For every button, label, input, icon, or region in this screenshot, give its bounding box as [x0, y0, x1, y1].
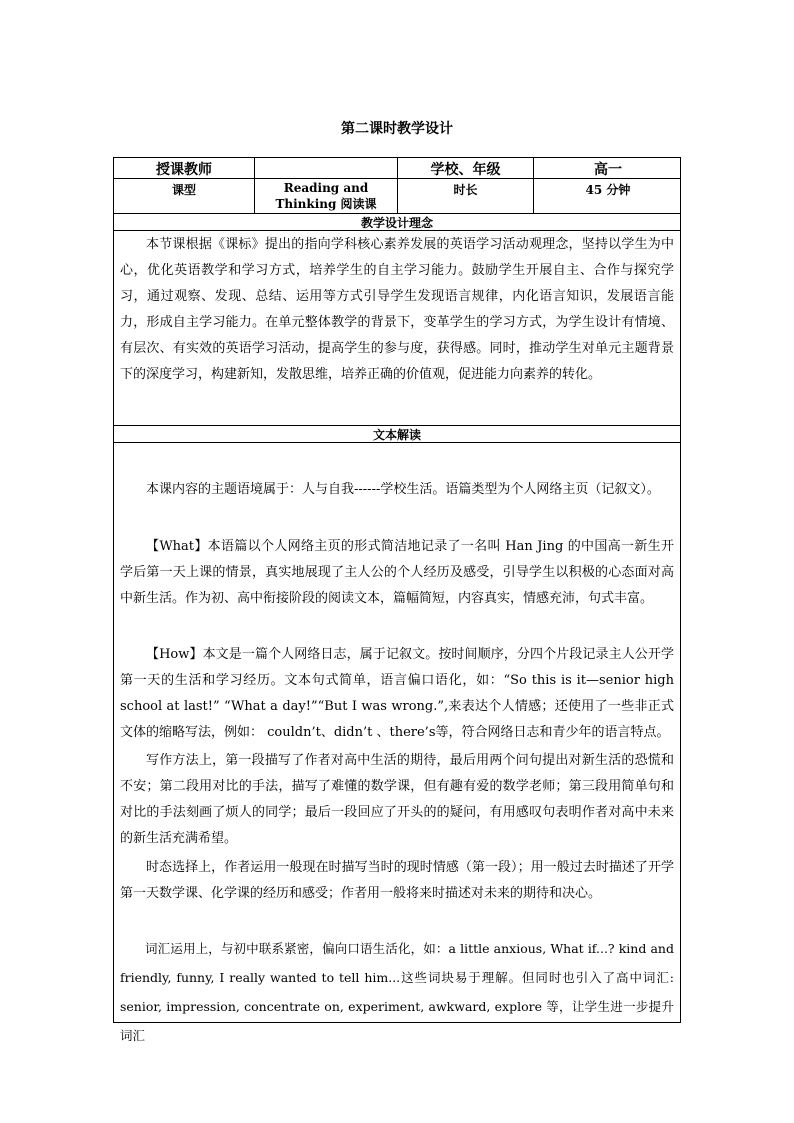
- design-philosophy-heading: 教学设计理念: [360, 216, 433, 230]
- text-analysis-paragraph-writing: 写作方法上，第一段描写了作者对高中生活的期待，最后用两个问句提出对新生活的恐慌和不安；第二段用对比的手法，描写了难懂的数学课，但有趣有爱的数学老师；第三段用简单句和对比的手法刻画了烦人的同学；最后一段回应了开头的的疑问，有用感叹句表明作者对高中未来的新生活充满希望。: [120, 753, 674, 846]
- text-analysis-heading: 文本解读: [372, 428, 421, 442]
- lesson-type-value: [255, 180, 397, 212]
- school-grade-label: 学校、年级: [430, 162, 501, 178]
- text-analysis-paragraph-theme: 本课内容的主题语境属于：人与自我------学校生活。语篇类型为个人网络主页（记叙文）。: [146, 482, 660, 497]
- text-analysis-paragraph-tense: 时态选择上，作者运用一般现在时描写当时的现时情感（第一段）；用一般过去时描述了开学第一天数学课、化学课的经历和感受；作者用一般将来时描述对未来的期待和决心。: [120, 860, 674, 901]
- duration-label: 时长: [453, 183, 478, 197]
- lesson-type-line1: Reading and: [283, 181, 369, 195]
- design-philosophy-paragraph: 本节课根据《课标》提出的指向学科核心素养发展的英语学习活动观理念，坚持以学生为中心，优化英语教学和学习方式，培养学生的自主学习能力。鼓励学生开展自主、合作与探究学习，通过观察、发现、总结、运用等方式引导学生发现语言规律，内化语言知识，发展语言能力，形成自主学习能力。在单元整体教学的背景下，变革学生的学习方式，为学生设计有情境、有层次、有实效的英语学习活动，提高学生的参与度，获得感。同时，推动学生对单元主题背景下的深度学习，构建新知，发散思维，培养正确的价值观，促进能力向素养的转化。: [120, 237, 674, 382]
- duration-value: 45 分钟: [585, 183, 631, 197]
- lesson-type-label: 课型: [171, 183, 196, 197]
- school-grade-value: 高一: [594, 162, 622, 178]
- text-analysis-paragraph-vocabulary: 词汇运用上，与初中联系紧密，偏向口语生活化，如：a little anxious, What if...? kind and friendly, funny, I really wanted to tell him...这些词块易于理解。但同时也引入了高中词汇: senior, impression, concentrate on, experiment, awkward, explore 等，让学生进一步提升词汇: [120, 941, 674, 1043]
- teacher-label: 授课教师: [156, 162, 212, 178]
- text-analysis-paragraph-how: 【How】本文是一篇个人网络日志，属于记叙文。按时间顺序，分四个片段记录主人公开学第一天的生活和学习经历。文本句式简单，语言偏口语化，如：“So this is it—senior high school at last!” “What a day!”“But I was wrong.”,来表达个人情感；还使用了一些非正式文体的缩略写法，例如： couldn’t、didn’t 、there’s等，符合网络日志和青少年的语言特点。: [120, 647, 674, 740]
- document-title: 第二课时教学设计: [341, 121, 453, 137]
- text-analysis-paragraph-what: 【What】本语篇以个人网络主页的形式简洁地记录了一名叫 Han Jing 的中国高一新生开学后第一天上课的情景，真实地展现了主人公的个人经历及感受，引导学生以积极的心态面对高中新生活。作为初、高中衔接阶段的阅读文本，篇幅简短，内容真实，情感充沛，句式丰富。: [120, 539, 674, 606]
- lesson-design-table: [113, 157, 681, 1043]
- lesson-type-line2: Thinking 阅读课: [275, 197, 377, 211]
